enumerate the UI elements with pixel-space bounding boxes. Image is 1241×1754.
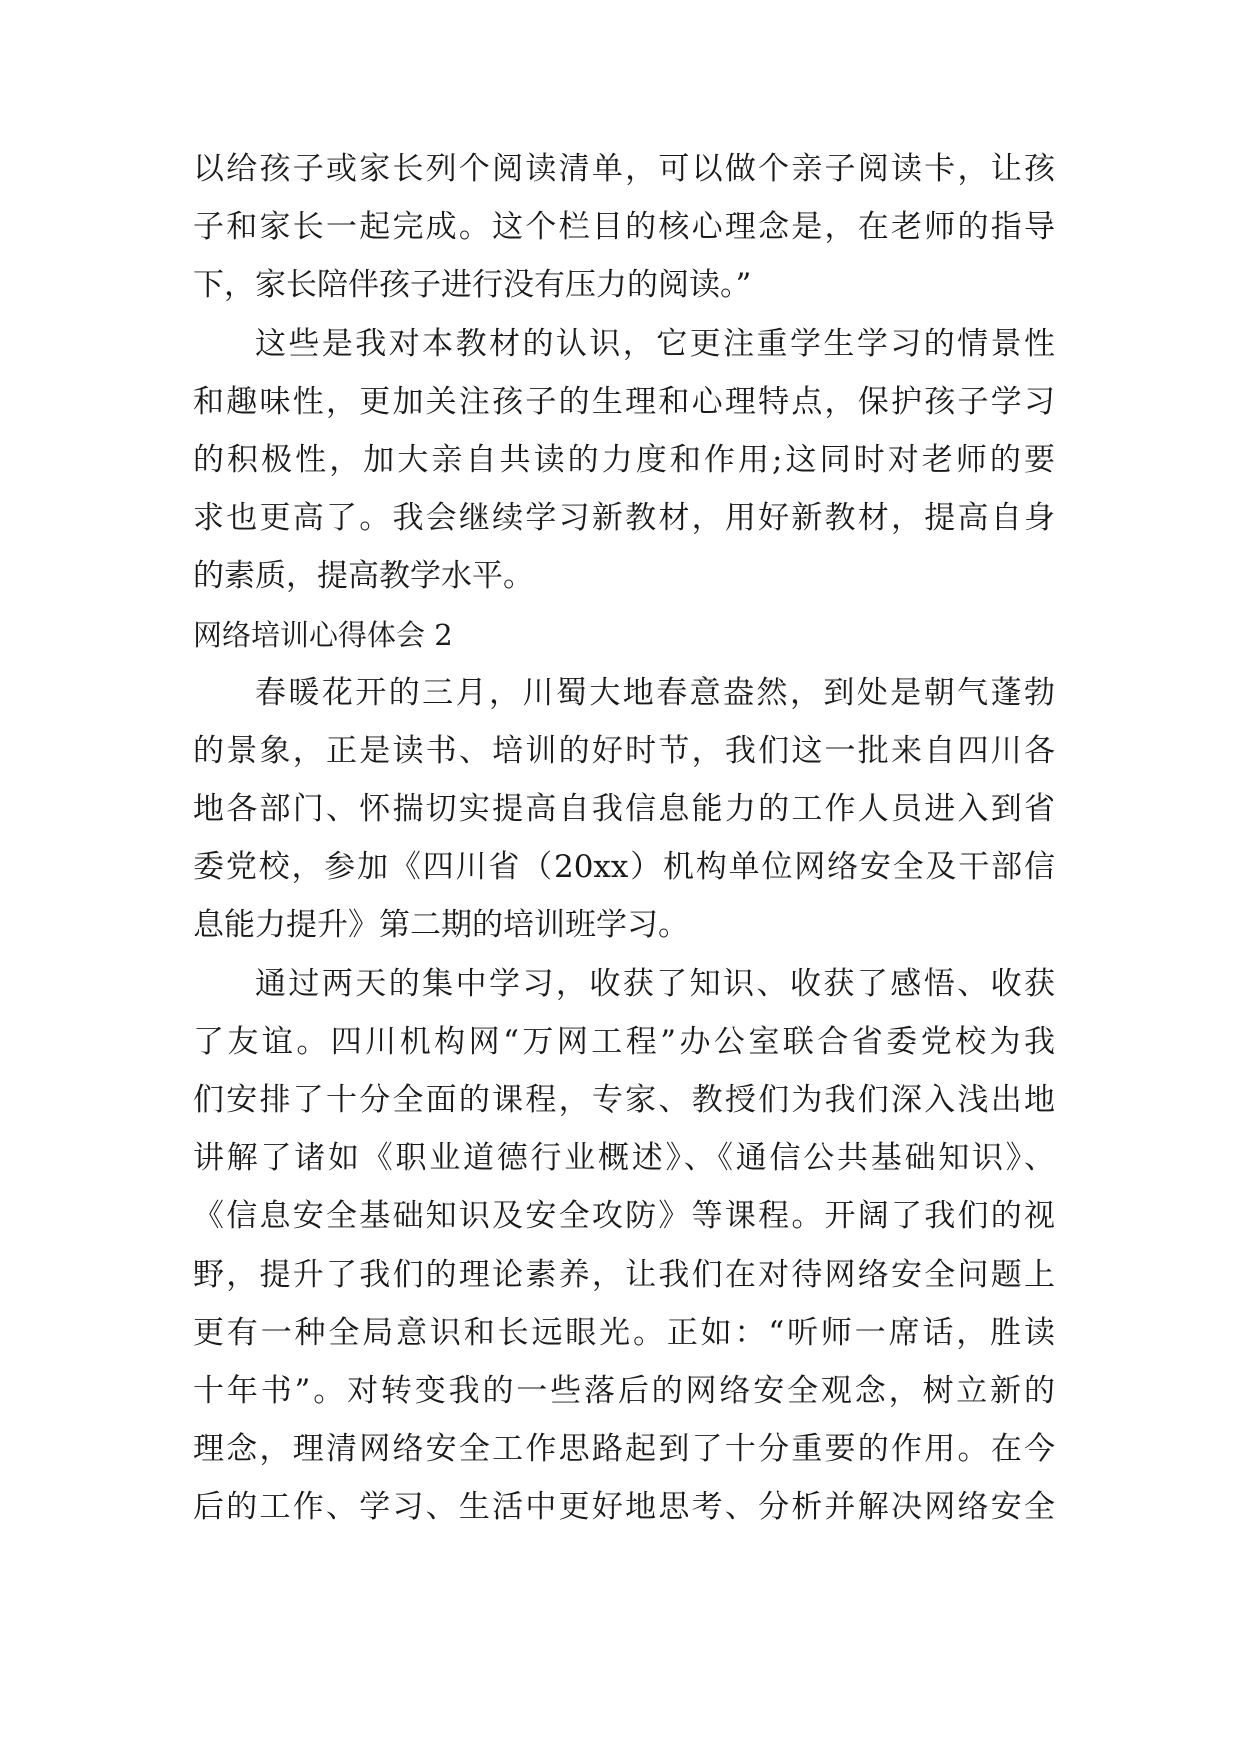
text-line: 地各部门、怀揣切实提高自我信息能力的工作人员进入到省 (193, 791, 1055, 828)
text-line: 春暖花开的三月，川蜀大地春意盎然，到处是朝气蓬勃 (255, 674, 1055, 711)
text-line: 这些是我对本教材的认识，它更注重学生学习的情景性 (255, 325, 1055, 362)
text-line: 息能力提升》第二期的培训班学习。 (193, 907, 689, 944)
text-line: 的积极性，加大亲自共读的力度和作用;这同时对老师的要 (193, 441, 1055, 478)
text-line: 后的工作、学习、生活中更好地思考、分析并解决网络安全 (193, 1489, 1055, 1526)
paragraph (193, 955, 1055, 1537)
text-line: 子和家长一起完成。这个栏目的核心理念是，在老师的指导 (193, 209, 1055, 246)
paragraph (193, 664, 1055, 955)
text-line: 更有一种全局意识和长远眼光。正如：“听师一席话，胜读 (193, 1314, 1055, 1351)
text-line: 下，家长陪伴孩子进行没有压力的阅读。” (193, 267, 752, 304)
text-line: 理念，理清网络安全工作思路起到了十分重要的作用。在今 (193, 1431, 1055, 1468)
text-line: 的景象，正是读书、培训的好时节，我们这一批来自四川各 (193, 732, 1055, 769)
text-line: 们安排了十分全面的课程，专家、教授们为我们深入浅出地 (193, 1082, 1055, 1118)
text-line: 求也更高了。我会继续学习新教材，用好新教材，提高自身 (193, 500, 1055, 537)
text-line: 通过两天的集中学习，收获了知识、收获了感悟、收获 (255, 965, 1055, 1002)
text-line: 野，提升了我们的理论素养，让我们在对待网络安全问题上 (193, 1256, 1055, 1293)
text-line: 《信息安全基础知识及安全攻防》等课程。开阔了我们的视 (193, 1198, 1055, 1235)
document-body (193, 140, 1055, 1537)
text-line: 十年书”。对转变我的一些落后的网络安全观念，树立新的 (193, 1372, 1055, 1409)
section-heading (193, 606, 1055, 664)
text-line: 委党校，参加《四川省（20xx）机构单位网络安全及干部信 (193, 849, 1055, 886)
text-line: 了友谊。四川机构网“万网工程”办公室联合省委党校为我 (193, 1023, 1055, 1060)
text-line: 的素质，提高教学水平。 (193, 558, 534, 595)
paragraph (193, 140, 1055, 315)
text-line: 以给孩子或家长列个阅读清单，可以做个亲子阅读卡，让孩 (193, 151, 1055, 187)
text-line: 讲解了诸如《职业道德行业概述》、《通信公共基础知识》、 (193, 1140, 1055, 1177)
text-line: 和趣味性，更加关注孩子的生理和心理特点，保护孩子学习 (193, 383, 1055, 420)
paragraph (193, 315, 1055, 606)
heading-text: 网络培训心得体会 2 (193, 617, 453, 652)
